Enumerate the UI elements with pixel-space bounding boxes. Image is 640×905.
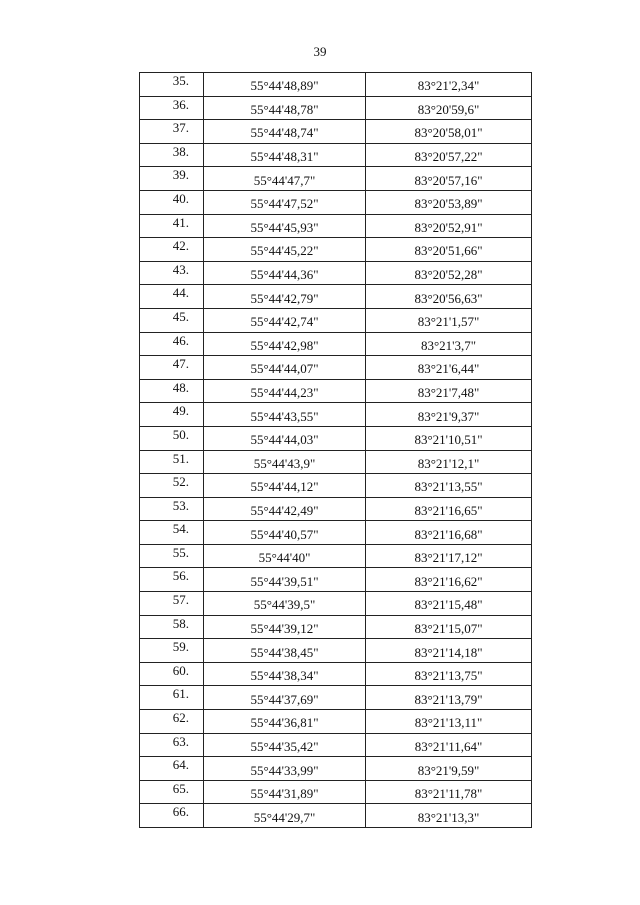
- table-row: [140, 804, 532, 828]
- table-row: [140, 450, 532, 474]
- longitude-cell: 83°21'9,37": [366, 403, 532, 427]
- point-number-cell: 66.: [140, 804, 204, 828]
- table-row: [140, 639, 532, 663]
- longitude-cell: 83°21'7,48": [366, 379, 532, 403]
- latitude-cell: 55°44'48,89": [204, 73, 366, 97]
- longitude-cell: 83°21'3,7": [366, 332, 532, 356]
- table-row: [140, 544, 532, 568]
- longitude-cell: 83°21'6,44": [366, 356, 532, 380]
- point-number-cell: 52.: [140, 474, 204, 498]
- longitude-cell: 83°21'16,62": [366, 568, 532, 592]
- longitude-cell: 83°21'17,12": [366, 544, 532, 568]
- longitude-cell: 83°21'13,11": [366, 710, 532, 734]
- latitude-cell: 55°44'39,5": [204, 592, 366, 616]
- point-number-cell: 45.: [140, 308, 204, 332]
- latitude-cell: 55°44'44,23": [204, 379, 366, 403]
- latitude-cell: 55°44'44,12": [204, 474, 366, 498]
- latitude-cell: 55°44'37,69": [204, 686, 366, 710]
- point-number-cell: 50.: [140, 426, 204, 450]
- longitude-cell: 83°21'14,18": [366, 639, 532, 663]
- point-number-cell: 56.: [140, 568, 204, 592]
- table-row: [140, 592, 532, 616]
- table-row: [140, 521, 532, 545]
- table-row: [140, 332, 532, 356]
- point-number-cell: 40.: [140, 190, 204, 214]
- point-number-cell: 41.: [140, 214, 204, 238]
- table-row: [140, 261, 532, 285]
- point-number-cell: 39.: [140, 167, 204, 191]
- point-number-cell: 54.: [140, 521, 204, 545]
- latitude-cell: 55°44'36,81": [204, 710, 366, 734]
- latitude-cell: 55°44'48,74": [204, 120, 366, 144]
- table-row: [140, 308, 532, 332]
- table-row: [140, 143, 532, 167]
- table-row: [140, 403, 532, 427]
- point-number-cell: 58.: [140, 615, 204, 639]
- longitude-cell: 83°20'52,28": [366, 261, 532, 285]
- longitude-cell: 83°20'53,89": [366, 190, 532, 214]
- latitude-cell: 55°44'42,74": [204, 308, 366, 332]
- coordinates-table: [139, 72, 532, 828]
- table-row: [140, 615, 532, 639]
- latitude-cell: 55°44'39,51": [204, 568, 366, 592]
- latitude-cell: 55°44'44,36": [204, 261, 366, 285]
- longitude-cell: 83°20'51,66": [366, 238, 532, 262]
- point-number-cell: 57.: [140, 592, 204, 616]
- latitude-cell: 55°44'45,93": [204, 214, 366, 238]
- longitude-cell: 83°21'10,51": [366, 426, 532, 450]
- latitude-cell: 55°44'29,7": [204, 804, 366, 828]
- point-number-cell: 49.: [140, 403, 204, 427]
- longitude-cell: 83°21'15,07": [366, 615, 532, 639]
- point-number-cell: 43.: [140, 261, 204, 285]
- table-row: [140, 686, 532, 710]
- latitude-cell: 55°44'47,52": [204, 190, 366, 214]
- table-row: [140, 356, 532, 380]
- point-number-cell: 48.: [140, 379, 204, 403]
- table-row: [140, 238, 532, 262]
- longitude-cell: 83°21'13,3": [366, 804, 532, 828]
- point-number-cell: 38.: [140, 143, 204, 167]
- point-number-cell: 42.: [140, 238, 204, 262]
- longitude-cell: 83°21'13,75": [366, 662, 532, 686]
- table-row: [140, 190, 532, 214]
- latitude-cell: 55°44'40,57": [204, 521, 366, 545]
- latitude-cell: 55°44'48,78": [204, 96, 366, 120]
- point-number-cell: 62.: [140, 710, 204, 734]
- longitude-cell: 83°21'13,79": [366, 686, 532, 710]
- table-row: [140, 120, 532, 144]
- table-row: [140, 214, 532, 238]
- table-row: [140, 733, 532, 757]
- longitude-cell: 83°21'1,57": [366, 308, 532, 332]
- page-number: 39: [313, 44, 327, 59]
- table-row: [140, 285, 532, 309]
- latitude-cell: 55°44'42,49": [204, 497, 366, 521]
- table-row: [140, 96, 532, 120]
- point-number-cell: 55.: [140, 544, 204, 568]
- latitude-cell: 55°44'43,9": [204, 450, 366, 474]
- longitude-cell: 83°21'16,65": [366, 497, 532, 521]
- longitude-cell: 83°21'11,64": [366, 733, 532, 757]
- point-number-cell: 36.: [140, 96, 204, 120]
- table-row: [140, 497, 532, 521]
- table-row: [140, 426, 532, 450]
- point-number-cell: 63.: [140, 733, 204, 757]
- table-row: [140, 474, 532, 498]
- latitude-cell: 55°44'47,7": [204, 167, 366, 191]
- latitude-cell: 55°44'44,07": [204, 356, 366, 380]
- longitude-cell: 83°20'57,22": [366, 143, 532, 167]
- longitude-cell: 83°20'59,6": [366, 96, 532, 120]
- longitude-cell: 83°21'13,55": [366, 474, 532, 498]
- table-row: [140, 710, 532, 734]
- point-number-cell: 61.: [140, 686, 204, 710]
- point-number-cell: 59.: [140, 639, 204, 663]
- latitude-cell: 55°44'42,79": [204, 285, 366, 309]
- longitude-cell: 83°21'11,78": [366, 780, 532, 804]
- point-number-cell: 64.: [140, 757, 204, 781]
- point-number-cell: 65.: [140, 780, 204, 804]
- latitude-cell: 55°44'33,99": [204, 757, 366, 781]
- point-number-cell: 35.: [140, 73, 204, 97]
- longitude-cell: 83°21'2,34": [366, 73, 532, 97]
- point-number-cell: 44.: [140, 285, 204, 309]
- longitude-cell: 83°21'15,48": [366, 592, 532, 616]
- point-number-cell: 53.: [140, 497, 204, 521]
- table-row: [140, 379, 532, 403]
- table-row: [140, 73, 532, 97]
- latitude-cell: 55°44'38,34": [204, 662, 366, 686]
- table-row: [140, 568, 532, 592]
- point-number-cell: 51.: [140, 450, 204, 474]
- longitude-cell: 83°20'57,16": [366, 167, 532, 191]
- table-row: [140, 757, 532, 781]
- latitude-cell: 55°44'38,45": [204, 639, 366, 663]
- latitude-cell: 55°44'48,31": [204, 143, 366, 167]
- longitude-cell: 83°20'52,91": [366, 214, 532, 238]
- longitude-cell: 83°20'58,01": [366, 120, 532, 144]
- point-number-cell: 37.: [140, 120, 204, 144]
- latitude-cell: 55°44'40": [204, 544, 366, 568]
- table-row: [140, 662, 532, 686]
- latitude-cell: 55°44'44,03": [204, 426, 366, 450]
- longitude-cell: 83°21'9,59": [366, 757, 532, 781]
- latitude-cell: 55°44'43,55": [204, 403, 366, 427]
- point-number-cell: 46.: [140, 332, 204, 356]
- latitude-cell: 55°44'39,12": [204, 615, 366, 639]
- longitude-cell: 83°21'12,1": [366, 450, 532, 474]
- longitude-cell: 83°21'16,68": [366, 521, 532, 545]
- longitude-cell: 83°20'56,63": [366, 285, 532, 309]
- table-row: [140, 780, 532, 804]
- table-row: [140, 167, 532, 191]
- coordinates-table-body: [140, 73, 532, 828]
- latitude-cell: 55°44'42,98": [204, 332, 366, 356]
- latitude-cell: 55°44'45,22": [204, 238, 366, 262]
- point-number-cell: 60.: [140, 662, 204, 686]
- latitude-cell: 55°44'31,89": [204, 780, 366, 804]
- point-number-cell: 47.: [140, 356, 204, 380]
- latitude-cell: 55°44'35,42": [204, 733, 366, 757]
